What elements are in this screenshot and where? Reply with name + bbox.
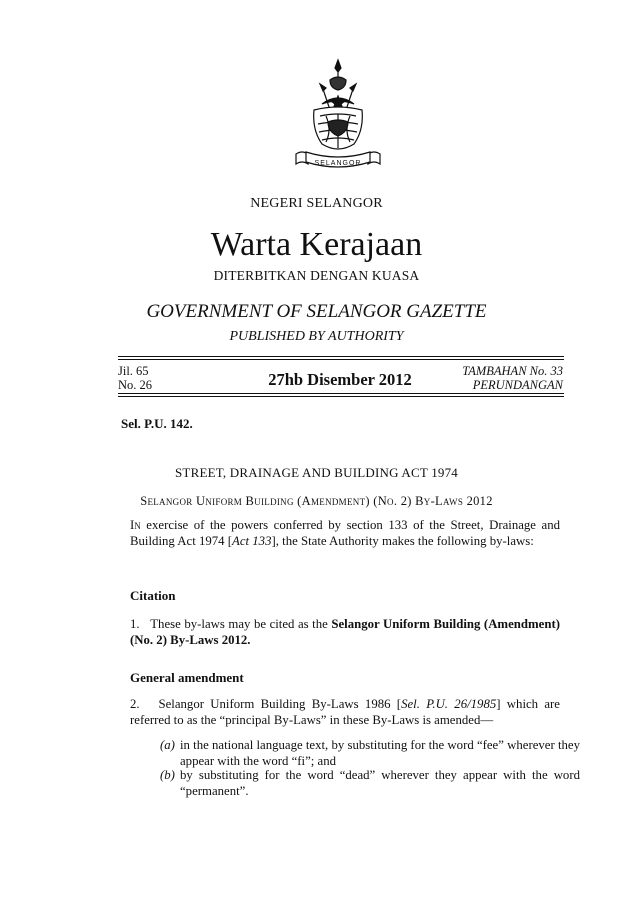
- citation-heading: Citation: [130, 588, 176, 603]
- pu-number: Sel. P.U. 142.: [121, 416, 193, 431]
- general-amendment-heading: General amendment: [130, 670, 244, 685]
- category: PERUNDANGAN: [472, 378, 563, 392]
- item-text: by substituting for the word “dead” wherever they appear with the word “permanent”.: [180, 768, 580, 798]
- issue-date: 27hb Disember 2012: [268, 370, 412, 389]
- item-label: (b): [160, 768, 175, 782]
- principal-reference: Sel. P.U. 26/1985: [401, 697, 497, 711]
- citation-number: 1.: [130, 617, 140, 631]
- top-rule-inner: [118, 359, 564, 360]
- gazette-title-en: GOVERNMENT OF SELANGOR GAZETTE: [146, 301, 487, 322]
- general-text-2: ] which are referred to as the “principal By-Laws” in these By-Laws is amended—: [130, 697, 560, 727]
- intro-lead: In: [130, 518, 141, 532]
- general-number: 2.: [130, 697, 140, 711]
- published-en: PUBLISHED BY AUTHORITY: [229, 329, 404, 344]
- state-name: NEGERI SELANGOR: [250, 196, 383, 211]
- general-amendment-paragraph: [130, 697, 560, 728]
- supplement-block: [462, 364, 563, 392]
- citation-paragraph: [130, 617, 560, 648]
- item-label: (a): [160, 738, 175, 752]
- intro-paragraph: [130, 518, 560, 549]
- gazette-title: Warta Kerajaan: [210, 226, 423, 263]
- published-ms: DITERBITKAN DENGAN KUASA: [213, 268, 420, 283]
- crest-scroll-text: [292, 58, 384, 176]
- item-text: in the national language text, by substituting for the word “fee” wherever they appear with the word “fi”; and: [180, 738, 580, 768]
- bylaw-title: Selangor Uniform Building (Amendment) (No. 2) By-Laws 2012: [140, 494, 493, 508]
- citation-text: These by-laws may be cited as the: [150, 617, 332, 631]
- act-reference: Act 133: [232, 533, 272, 548]
- intro-text-2: ], the State Authority makes the following by-laws:: [271, 533, 534, 548]
- bottom-rule-inner: [118, 393, 564, 394]
- amendment-item: [160, 768, 580, 799]
- volume: Jil. 65: [118, 364, 149, 378]
- general-text-1: Selangor Uniform Building By-Laws 1986 [: [158, 697, 402, 711]
- act-title: STREET, DRAINAGE AND BUILDING ACT 1974: [175, 465, 458, 480]
- bottom-rule: [118, 396, 564, 397]
- svg-text:SELANGOR: SELANGOR: [314, 160, 362, 167]
- issue-volume-block: [118, 364, 152, 392]
- intro-text-1: exercise of the powers conferred by section 133 of the Street, Drainage and Building Act 1974 [: [130, 518, 560, 548]
- amendment-item: [160, 738, 580, 769]
- citation-name: Selangor Uniform Building (Amendment) (No. 2) By-Laws 2012.: [130, 617, 560, 647]
- issue-number: No. 26: [118, 378, 153, 392]
- top-rule: [118, 356, 564, 357]
- supplement: TAMBAHAN No. 33: [462, 364, 563, 378]
